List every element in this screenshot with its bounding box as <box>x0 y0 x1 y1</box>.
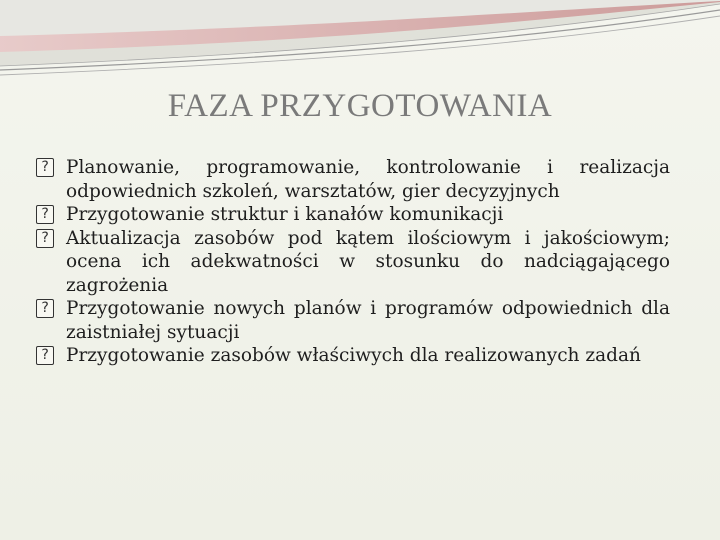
list-item-text: Przygotowanie nowych planów i programów odpowiednich dla zaistniałej sytuacji <box>66 298 670 343</box>
unknown-glyph-icon: ? <box>36 346 54 365</box>
unknown-glyph-icon: ? <box>36 229 54 248</box>
decorative-header-band <box>0 0 720 80</box>
list-item <box>36 344 670 368</box>
unknown-glyph-icon: ? <box>36 205 54 224</box>
list-item-text: Przygotowanie zasobów właściwych dla realizowanych zadań <box>66 345 641 366</box>
list-item-text: Planowanie, programowanie, kontrolowanie i realizacja odpowiednich szkoleń, warsztatów, gier decyzyjnych <box>66 157 670 202</box>
list-item <box>36 156 670 203</box>
list-item <box>36 203 670 227</box>
list-item-text: Aktualizacja zasobów pod kątem ilościowym i jakościowym; ocena ich adekwatności w stosunku do nadciągającego zagrożenia <box>66 227 670 296</box>
slide-title: FAZA PRZYGOTOWANIA <box>167 88 553 124</box>
list-item <box>36 297 670 344</box>
bullet-list <box>36 156 670 368</box>
list-item-text: Przygotowanie struktur i kanałów komunikacji <box>66 204 504 225</box>
list-item <box>36 227 670 298</box>
unknown-glyph-icon: ? <box>36 299 54 318</box>
unknown-glyph-icon: ? <box>36 158 54 177</box>
